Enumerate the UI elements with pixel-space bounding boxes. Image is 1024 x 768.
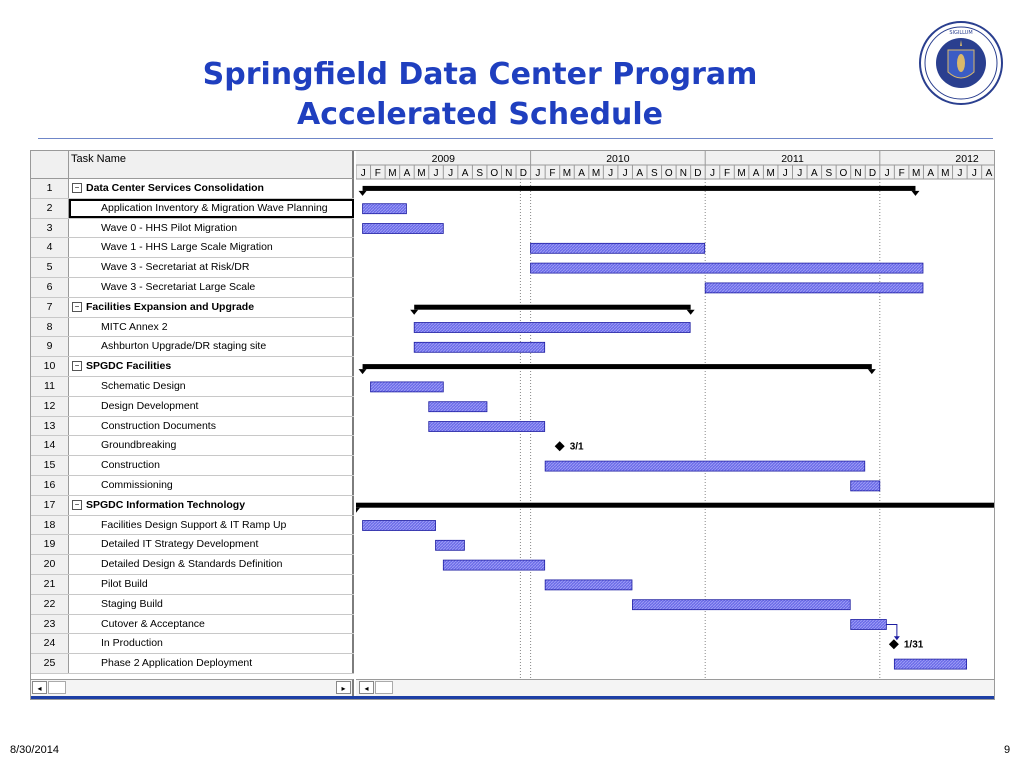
task-id-cell[interactable]: 2 — [31, 199, 69, 218]
month-label: J — [608, 168, 614, 179]
task-id-cell[interactable]: 17 — [31, 496, 69, 515]
footer-date: 8/30/2014 — [10, 744, 59, 756]
task-name-label: MITC Annex 2 — [101, 320, 168, 333]
table-row[interactable] — [31, 278, 354, 298]
timeline-scrollbar[interactable] — [356, 679, 994, 696]
task-name-label: Cutover & Acceptance — [101, 617, 205, 630]
task-name-cell[interactable] — [69, 417, 354, 436]
month-label: A — [810, 168, 818, 179]
task-bar — [436, 540, 465, 550]
task-name-cell[interactable] — [69, 575, 354, 594]
year-label: 2011 — [781, 153, 804, 165]
task-name-label: Wave 0 - HHS Pilot Migration — [101, 221, 238, 234]
task-id-cell[interactable]: 13 — [31, 417, 69, 436]
task-id-cell[interactable]: 14 — [31, 436, 69, 455]
month-label: D — [694, 168, 702, 179]
table-row[interactable] — [31, 615, 354, 635]
task-id-cell[interactable]: 16 — [31, 476, 69, 495]
milestone-diamond — [889, 639, 899, 649]
month-label: N — [505, 168, 513, 179]
dependency-line — [886, 625, 897, 638]
task-name-cell[interactable] — [69, 397, 354, 416]
task-id-cell[interactable]: 22 — [31, 595, 69, 614]
month-label: N — [679, 168, 687, 179]
month-label: A — [578, 168, 585, 179]
task-bar — [545, 461, 865, 471]
summary-bar — [356, 503, 994, 508]
year-label: 2010 — [606, 153, 630, 165]
table-row[interactable] — [31, 258, 354, 278]
task-bar — [531, 263, 923, 273]
task-name-cell[interactable] — [69, 278, 354, 297]
month-label: O — [839, 168, 848, 179]
task-name-label: Phase 2 Application Deployment — [101, 657, 253, 670]
summary-bar — [414, 305, 690, 310]
summary-start-cap — [356, 508, 360, 513]
month-label: A — [927, 168, 935, 179]
task-id-cell[interactable]: 12 — [31, 397, 69, 416]
month-label: J — [622, 168, 628, 179]
table-row[interactable] — [31, 436, 354, 456]
month-label: J — [884, 168, 890, 179]
month-label: A — [403, 168, 411, 179]
task-id-cell[interactable]: 11 — [31, 377, 69, 396]
task-name-cell[interactable] — [69, 219, 354, 238]
task-name-cell[interactable] — [69, 258, 354, 277]
month-label: M — [737, 168, 746, 179]
table-row[interactable] — [31, 238, 354, 258]
task-id-cell[interactable]: 3 — [31, 219, 69, 238]
task-bar — [545, 580, 632, 590]
table-row[interactable] — [31, 516, 354, 536]
task-name-cell[interactable] — [69, 634, 354, 653]
month-label: M — [417, 168, 426, 179]
task-name-cell[interactable] — [69, 357, 354, 376]
task-name-cell[interactable] — [69, 535, 354, 554]
month-label: J — [433, 168, 439, 179]
dependency-arrow-icon — [894, 636, 900, 640]
task-name-cell[interactable] — [69, 199, 354, 218]
table-row[interactable] — [31, 456, 354, 476]
table-scroll-thumb[interactable] — [48, 681, 66, 694]
task-id-cell[interactable]: 1 — [31, 179, 69, 198]
year-label: 2012 — [955, 153, 979, 165]
task-id-cell[interactable]: 24 — [31, 634, 69, 653]
slide-title-line2: Accelerated Schedule — [297, 97, 663, 132]
task-id-cell[interactable]: 21 — [31, 575, 69, 594]
milestone-diamond — [555, 441, 565, 451]
gantt-chart-view — [30, 150, 995, 700]
task-name-cell[interactable] — [69, 377, 354, 396]
task-name-label: Detailed IT Strategy Development — [101, 538, 259, 551]
summary-bar — [363, 364, 872, 369]
timeline-scroll-thumb[interactable] — [375, 681, 393, 694]
task-id-cell[interactable]: 23 — [31, 615, 69, 634]
month-label: J — [360, 168, 366, 179]
task-id-cell[interactable]: 20 — [31, 555, 69, 574]
month-label: M — [591, 168, 601, 179]
task-name-label: Facilities Design Support & IT Ramp Up — [101, 518, 287, 531]
summary-start-cap — [410, 310, 418, 315]
table-row[interactable] — [31, 476, 354, 496]
slide-title-line1: Springfield Data Center Program — [202, 57, 758, 92]
task-bar — [894, 659, 966, 669]
task-name-label: Design Development — [101, 399, 199, 412]
task-name-cell[interactable] — [69, 238, 354, 257]
task-bar — [531, 243, 705, 253]
month-label: A — [636, 168, 644, 179]
collapse-minus-icon[interactable]: − — [72, 361, 82, 371]
task-name-cell[interactable] — [69, 654, 354, 673]
task-name-label: Commissioning — [101, 478, 173, 491]
summary-start-cap — [359, 191, 367, 196]
task-bar — [632, 600, 850, 610]
task-name-label: Wave 3 - Secretariat Large Scale — [101, 280, 256, 293]
task-bar — [414, 323, 690, 333]
task-name-label: SPGDC Facilities — [86, 360, 172, 373]
task-name-cell[interactable] — [69, 179, 354, 198]
month-label: D — [868, 168, 877, 179]
table-row[interactable] — [31, 337, 354, 357]
month-label: A — [985, 168, 993, 179]
summary-bar — [363, 186, 916, 191]
task-name-label: Facilities Expansion and Upgrade — [86, 300, 255, 313]
task-id-cell[interactable]: 19 — [31, 535, 69, 554]
month-label: S — [650, 168, 658, 179]
table-row[interactable] — [31, 535, 354, 555]
month-label: S — [476, 168, 484, 179]
id-column-header[interactable] — [31, 151, 69, 179]
task-name-cell[interactable] — [69, 615, 354, 634]
svg-text:SIGILLUM: SIGILLUM — [949, 30, 973, 36]
task-name-label: Ashburton Upgrade/DR staging site — [101, 340, 267, 353]
task-name-label: Schematic Design — [101, 379, 186, 392]
task-name-label: Construction Documents — [101, 419, 216, 432]
task-id-cell[interactable]: 8 — [31, 318, 69, 337]
gantt-svg — [356, 151, 994, 679]
month-label: J — [782, 168, 788, 179]
year-label: 2009 — [431, 153, 455, 165]
month-label: M — [766, 168, 775, 179]
month-label: D — [519, 168, 527, 179]
task-id-cell[interactable]: 10 — [31, 357, 69, 376]
task-name-label: Staging Build — [101, 597, 163, 610]
task-name-cell[interactable] — [69, 318, 354, 337]
table-row[interactable] — [31, 417, 354, 437]
task-id-cell[interactable]: 15 — [31, 456, 69, 475]
month-label: J — [709, 168, 715, 179]
task-name-cell[interactable] — [69, 337, 354, 356]
task-name-cell[interactable] — [69, 436, 354, 455]
scroll-right-arrow-icon[interactable]: ▸ — [336, 681, 351, 694]
task-bar — [363, 521, 436, 531]
task-id-cell[interactable]: 4 — [31, 238, 69, 257]
month-label: F — [549, 168, 556, 179]
task-table — [31, 151, 354, 679]
task-bar — [429, 402, 487, 412]
table-row[interactable] — [31, 179, 354, 199]
collapse-minus-icon[interactable]: − — [72, 183, 82, 193]
task-id-cell[interactable]: 6 — [31, 278, 69, 297]
task-name-label: In Production — [101, 637, 163, 650]
task-name-cell[interactable] — [69, 298, 354, 317]
massachusetts-seal-icon — [918, 20, 1004, 106]
task-name-cell[interactable] — [69, 476, 354, 495]
month-label: A — [752, 168, 760, 179]
table-row[interactable] — [31, 555, 354, 575]
table-scrollbar[interactable] — [31, 679, 354, 696]
task-name-cell[interactable] — [69, 595, 354, 614]
table-row[interactable] — [31, 318, 354, 338]
milestone-label: 1/31 — [903, 639, 924, 651]
scroll-left-arrow-icon[interactable]: ◂ — [32, 681, 47, 694]
table-row[interactable] — [31, 397, 354, 417]
table-row[interactable] — [31, 634, 354, 654]
gantt-timeline — [356, 151, 994, 679]
month-label: F — [898, 168, 905, 179]
task-bar — [371, 382, 444, 392]
task-name-label: Wave 3 - Secretariat at Risk/DR — [101, 261, 250, 274]
month-label: M — [912, 168, 921, 179]
task-name-label: Detailed Design & Standards Definition — [101, 558, 283, 571]
month-label: N — [854, 168, 862, 179]
task-name-label: Data Center Services Consolidation — [86, 182, 264, 194]
month-label: J — [797, 168, 803, 179]
month-label: M — [562, 168, 572, 179]
table-row[interactable] — [31, 199, 354, 219]
month-label: O — [490, 168, 499, 179]
task-name-label: SPGDC Information Technology — [86, 498, 246, 511]
table-row[interactable] — [31, 219, 354, 239]
month-label: S — [825, 168, 833, 179]
month-label: F — [374, 168, 381, 179]
task-name-label: Wave 1 - HHS Large Scale Migration — [101, 241, 273, 254]
table-row[interactable] — [31, 595, 354, 615]
collapse-minus-icon[interactable]: − — [72, 302, 82, 312]
month-label: M — [388, 168, 397, 179]
page-number: 9 — [1004, 744, 1011, 756]
task-id-cell[interactable]: 5 — [31, 258, 69, 277]
task-name-cell[interactable] — [69, 456, 354, 475]
summary-end-cap — [687, 310, 695, 315]
task-id-cell[interactable]: 18 — [31, 516, 69, 535]
task-bar — [363, 204, 407, 214]
month-label: J — [971, 168, 977, 179]
task-bar — [429, 422, 545, 432]
table-row[interactable] — [31, 377, 354, 397]
task-rows — [31, 179, 354, 674]
table-row[interactable] — [31, 496, 354, 516]
table-row[interactable] — [31, 654, 354, 674]
summary-end-cap — [868, 369, 876, 374]
task-bar — [414, 342, 544, 352]
task-name-cell[interactable] — [69, 496, 354, 515]
table-row[interactable] — [31, 357, 354, 377]
month-label: M — [941, 168, 950, 179]
task-name-label: Application Inventory & Migration Wave Planning — [101, 201, 328, 214]
task-id-cell[interactable]: 9 — [31, 337, 69, 356]
task-name-label: Pilot Build — [101, 577, 148, 590]
task-bar — [363, 224, 444, 234]
summary-end-cap — [911, 191, 919, 196]
task-id-cell[interactable]: 7 — [31, 298, 69, 317]
task-name-cell[interactable] — [69, 555, 354, 574]
table-row[interactable] — [31, 575, 354, 595]
task-bar — [705, 283, 923, 293]
timeline-scroll-left-arrow-icon[interactable]: ◂ — [359, 681, 374, 694]
task-bar — [851, 620, 887, 630]
month-label: J — [957, 168, 963, 179]
summary-start-cap — [359, 369, 367, 374]
task-name-label: Construction — [101, 459, 160, 472]
month-label: A — [461, 168, 469, 179]
title-divider — [38, 138, 993, 139]
task-bar — [443, 560, 544, 570]
task-name-label: Groundbreaking — [101, 439, 177, 452]
milestone-label: 3/1 — [569, 441, 584, 453]
task-bar — [851, 481, 880, 491]
collapse-minus-icon[interactable]: − — [72, 500, 82, 510]
month-label: J — [535, 168, 541, 179]
task-id-cell[interactable]: 25 — [31, 654, 69, 673]
month-label: J — [448, 168, 454, 179]
month-label: F — [723, 168, 731, 179]
month-label: O — [664, 168, 673, 179]
gantt-bottom-border — [31, 696, 994, 699]
task-name-column-header[interactable]: Task Name — [69, 151, 354, 179]
task-name-cell[interactable] — [69, 516, 354, 535]
table-row[interactable] — [31, 298, 354, 318]
